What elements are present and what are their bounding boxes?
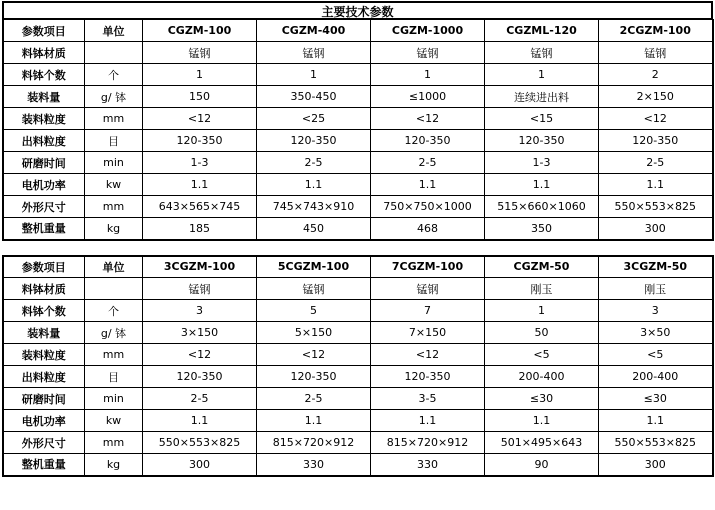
column-header: CGZM-1000	[371, 20, 485, 42]
table-row	[3, 454, 713, 476]
row-label: 装料粒度	[3, 108, 85, 130]
table-cell: 1	[257, 64, 371, 86]
spec-table-2	[2, 255, 714, 477]
row-label: 电机功率	[3, 174, 85, 196]
table-cell: 锰钢	[257, 278, 371, 300]
table-row	[3, 64, 713, 86]
row-label: 研磨时间	[3, 152, 85, 174]
table-cell: 1.1	[143, 410, 257, 432]
table-row	[3, 196, 713, 218]
table-cell: 90	[485, 454, 599, 476]
row-unit: kw	[85, 410, 143, 432]
table-cell: 120-350	[485, 130, 599, 152]
row-unit	[85, 42, 143, 64]
table-cell: 1.1	[143, 174, 257, 196]
page-title: 主要技术参数	[2, 1, 713, 19]
table-cell: 120-350	[371, 130, 485, 152]
table-cell: 1	[485, 300, 599, 322]
table-cell: 550×553×825	[143, 432, 257, 454]
table-cell: 745×743×910	[257, 196, 371, 218]
table-cell: 3×50	[599, 322, 713, 344]
column-header: 2CGZM-100	[599, 20, 713, 42]
column-header: 参数项目	[3, 256, 85, 278]
table-cell: 120-350	[371, 366, 485, 388]
table-header-row	[3, 256, 713, 278]
table-row	[3, 344, 713, 366]
table-cell: 锰钢	[371, 42, 485, 64]
row-unit: mm	[85, 196, 143, 218]
table-cell: 7×150	[371, 322, 485, 344]
table-cell: 锰钢	[599, 42, 713, 64]
row-label: 装料量	[3, 322, 85, 344]
table-row	[3, 432, 713, 454]
table-cell: 1.1	[485, 410, 599, 432]
row-label: 外形尺寸	[3, 432, 85, 454]
row-unit: min	[85, 388, 143, 410]
table-cell: 7	[371, 300, 485, 322]
column-header: 单位	[85, 20, 143, 42]
table-cell: 1.1	[257, 174, 371, 196]
row-unit: kw	[85, 174, 143, 196]
table-cell: 2-5	[371, 152, 485, 174]
table-cell: 300	[143, 454, 257, 476]
table-cell: <25	[257, 108, 371, 130]
column-header: 7CGZM-100	[371, 256, 485, 278]
column-header: CGZM-400	[257, 20, 371, 42]
table-cell: 300	[599, 454, 713, 476]
table-row	[3, 410, 713, 432]
column-header: CGZM-50	[485, 256, 599, 278]
table-cell: 200-400	[485, 366, 599, 388]
table-cell: 450	[257, 218, 371, 240]
table-cell: 1-3	[143, 152, 257, 174]
row-unit: 个	[85, 64, 143, 86]
row-unit: g/ 钵	[85, 86, 143, 108]
column-header: CGZML-120	[485, 20, 599, 42]
table-cell: 815×720×912	[371, 432, 485, 454]
table-cell: <12	[599, 108, 713, 130]
table-cell: 750×750×1000	[371, 196, 485, 218]
table-cell: 815×720×912	[257, 432, 371, 454]
row-label: 外形尺寸	[3, 196, 85, 218]
row-label: 装料量	[3, 86, 85, 108]
row-label: 整机重量	[3, 454, 85, 476]
table-cell: 50	[485, 322, 599, 344]
table-row	[3, 130, 713, 152]
spec-table-1-body	[3, 20, 713, 240]
table-cell: 锰钢	[371, 278, 485, 300]
table-cell: 2-5	[599, 152, 713, 174]
table-cell: 2-5	[257, 388, 371, 410]
table-cell: 3×150	[143, 322, 257, 344]
row-unit: g/ 钵	[85, 322, 143, 344]
table-row	[3, 86, 713, 108]
table-cell: ≤30	[599, 388, 713, 410]
table-cell: 200-400	[599, 366, 713, 388]
table-cell: 2×150	[599, 86, 713, 108]
row-label: 整机重量	[3, 218, 85, 240]
table-cell: 刚玉	[485, 278, 599, 300]
table-cell: <15	[485, 108, 599, 130]
table-row	[3, 300, 713, 322]
table-cell: 1.1	[257, 410, 371, 432]
table-cell: 锰钢	[485, 42, 599, 64]
row-label: 料钵材质	[3, 42, 85, 64]
table-row	[3, 388, 713, 410]
table-cell: 468	[371, 218, 485, 240]
table-cell: 锰钢	[143, 278, 257, 300]
column-header: 单位	[85, 256, 143, 278]
table-cell: 1.1	[371, 174, 485, 196]
column-header: CGZM-100	[143, 20, 257, 42]
table-cell: 120-350	[257, 130, 371, 152]
table-row	[3, 322, 713, 344]
table-cell: 120-350	[257, 366, 371, 388]
table-cell: 1	[485, 64, 599, 86]
table-cell: <12	[143, 344, 257, 366]
table-row	[3, 108, 713, 130]
table-cell: 3-5	[371, 388, 485, 410]
table-separator	[2, 241, 713, 255]
table-cell: 5	[257, 300, 371, 322]
row-label: 研磨时间	[3, 388, 85, 410]
table-cell: 1	[371, 64, 485, 86]
table-cell: 330	[371, 454, 485, 476]
table-row	[3, 278, 713, 300]
table-cell: 2-5	[143, 388, 257, 410]
table-cell: 350-450	[257, 86, 371, 108]
row-unit: mm	[85, 108, 143, 130]
row-label: 出料粒度	[3, 366, 85, 388]
table-row	[3, 152, 713, 174]
row-label: 出料粒度	[3, 130, 85, 152]
table-cell: ≤30	[485, 388, 599, 410]
table-cell: 120-350	[599, 130, 713, 152]
row-unit: kg	[85, 218, 143, 240]
row-unit: 目	[85, 130, 143, 152]
table-cell: <5	[485, 344, 599, 366]
table-cell: <12	[143, 108, 257, 130]
row-unit: min	[85, 152, 143, 174]
table-cell: 550×553×825	[599, 432, 713, 454]
row-unit	[85, 278, 143, 300]
table-header-row	[3, 20, 713, 42]
row-label: 装料粒度	[3, 344, 85, 366]
table-cell: 1.1	[599, 410, 713, 432]
table-cell: 3	[143, 300, 257, 322]
table-cell: 1.1	[599, 174, 713, 196]
table-cell: 锰钢	[257, 42, 371, 64]
table-row	[3, 218, 713, 240]
spec-table-1	[2, 19, 714, 241]
row-label: 料钵个数	[3, 64, 85, 86]
table-cell: 643×565×745	[143, 196, 257, 218]
table-cell: 350	[485, 218, 599, 240]
row-unit: 目	[85, 366, 143, 388]
table-cell: 150	[143, 86, 257, 108]
row-label: 电机功率	[3, 410, 85, 432]
table-cell: <12	[371, 344, 485, 366]
table-cell: 550×553×825	[599, 196, 713, 218]
table-row	[3, 42, 713, 64]
row-label: 料钵材质	[3, 278, 85, 300]
column-header: 参数项目	[3, 20, 85, 42]
row-label: 料钵个数	[3, 300, 85, 322]
table-row	[3, 366, 713, 388]
table-cell: 2-5	[257, 152, 371, 174]
table-cell: 120-350	[143, 366, 257, 388]
table-cell: 515×660×1060	[485, 196, 599, 218]
table-cell: 330	[257, 454, 371, 476]
row-unit: mm	[85, 344, 143, 366]
table-cell: 5×150	[257, 322, 371, 344]
table-cell: <12	[257, 344, 371, 366]
table-cell: 连续进出料	[485, 86, 599, 108]
spec-sheet-page	[0, 1, 715, 510]
table-cell: <12	[371, 108, 485, 130]
table-cell: 1.1	[485, 174, 599, 196]
table-cell: 300	[599, 218, 713, 240]
table-cell: 120-350	[143, 130, 257, 152]
row-unit: 个	[85, 300, 143, 322]
column-header: 5CGZM-100	[257, 256, 371, 278]
spec-table-2-body	[3, 256, 713, 476]
table-cell: 刚玉	[599, 278, 713, 300]
table-cell: ≤1000	[371, 86, 485, 108]
row-unit: kg	[85, 454, 143, 476]
table-cell: 1	[143, 64, 257, 86]
table-cell: 锰钢	[143, 42, 257, 64]
column-header: 3CGZM-50	[599, 256, 713, 278]
table-cell: 2	[599, 64, 713, 86]
table-cell: 1.1	[371, 410, 485, 432]
table-cell: 185	[143, 218, 257, 240]
column-header: 3CGZM-100	[143, 256, 257, 278]
table-row	[3, 174, 713, 196]
table-cell: 501×495×643	[485, 432, 599, 454]
table-cell: <5	[599, 344, 713, 366]
table-cell: 1-3	[485, 152, 599, 174]
row-unit: mm	[85, 432, 143, 454]
table-cell: 3	[599, 300, 713, 322]
